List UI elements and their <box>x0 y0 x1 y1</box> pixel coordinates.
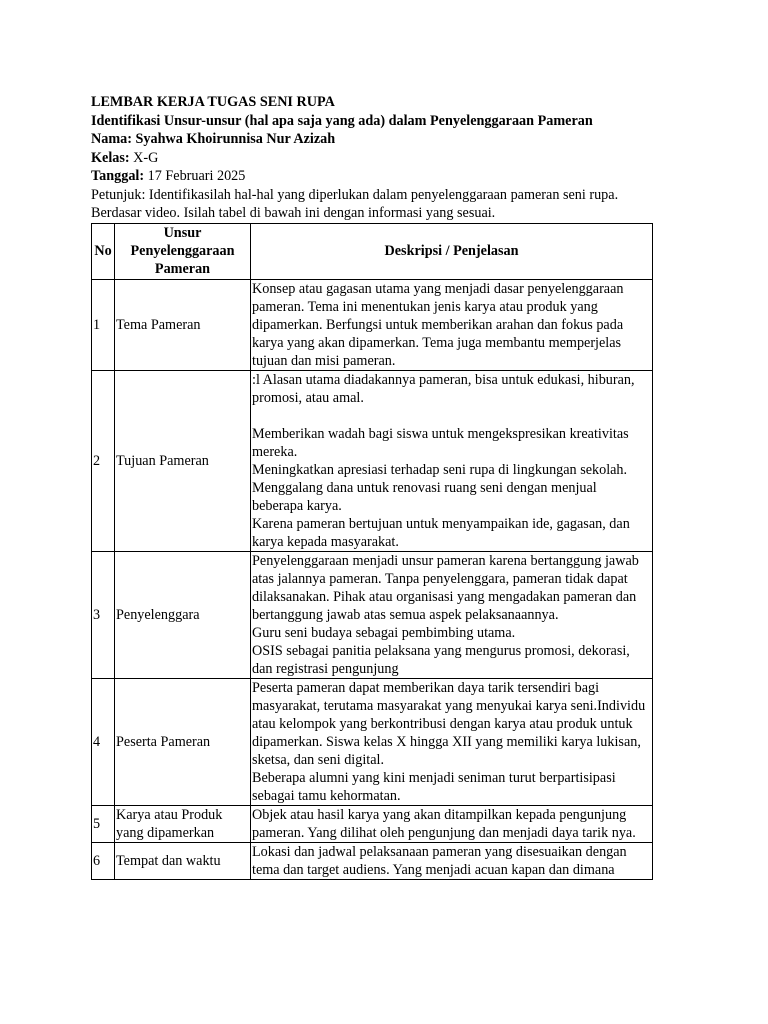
row-description <box>251 678 653 805</box>
nama-value: Syahwa Khoirunnisa Nur Azizah <box>135 131 336 147</box>
row-number: 6 <box>92 842 115 879</box>
instructions: Petunjuk: Identifikasilah hal-hal yang diperlukan dalam penyelenggaraan pameran seni rupa. Berdasar video. Isilah tabel di bawah ini dengan informasi yang sesuai. <box>91 186 619 221</box>
description-paragraph: Lokasi dan jadwal pelaksanaan pameran yang disesuaikan dengan tema dan target audiens. Yang menjadi acuan kapan dan dimana <box>252 843 627 878</box>
worksheet-title: LEMBAR KERJA TUGAS SENI RUPA <box>91 94 335 110</box>
row-unsur: Penyelenggara <box>115 551 251 678</box>
table-row <box>92 279 653 370</box>
row-number: 4 <box>92 678 115 805</box>
kelas-label: Kelas: <box>91 149 130 166</box>
row-number: 3 <box>92 551 115 678</box>
row-number: 5 <box>92 805 115 842</box>
description-paragraph: Karena pameran bertujuan untuk menyampaikan ide, gagasan, dan karya kepada masyarakat. <box>252 515 630 550</box>
table-row <box>92 842 653 879</box>
header-desc: Deskripsi / Penjelasan <box>251 223 653 279</box>
row-unsur: Tujuan Pameran <box>115 370 251 551</box>
unsur-table <box>91 223 653 880</box>
description-paragraph: Peserta pameran dapat memberikan daya tarik tersendiri bagi masyarakat, terutama masyarakat yang menyukai karya seni.Individu atau kelompok yang berkontribusi dengan karya atau produk untuk dipamerkan. Siswa kelas X hingga XII yang memiliki karya lukisan, sketsa, dan seni digital. <box>252 679 646 768</box>
description-spacer <box>252 407 651 425</box>
description-paragraph: :l Alasan utama diadakannya pameran, bisa untuk edukasi, hiburan, promosi, atau amal. <box>252 371 635 406</box>
description-paragraph: OSIS sebagai panitia pelaksana yang mengurus promosi, dekorasi, dan registrasi pengunjung <box>252 642 630 677</box>
date-line <box>91 167 651 186</box>
tanggal-value: 17 Februari 2025 <box>147 168 246 184</box>
row-description <box>251 551 653 678</box>
row-unsur: Karya atau Produk yang dipamerkan <box>115 805 251 842</box>
row-description <box>251 805 653 842</box>
description-paragraph: Penyelenggaraan menjadi unsur pameran karena bertanggung jawab atas jalannya pameran. Tanpa penyelenggara, pameran tidak dapat dilaksanakan. Pihak atau organisasi yang mengadakan pameran dan bertanggung jawab atas semua aspek pelaksanaannya. <box>252 552 639 623</box>
table-row <box>92 805 653 842</box>
description-paragraph: Menggalang dana untuk renovasi ruang seni dengan menjual beberapa karya. <box>252 479 597 514</box>
kelas-value: X-G <box>133 149 159 166</box>
row-description <box>251 842 653 879</box>
description-paragraph: Meningkatkan apresiasi terhadap seni rupa di lingkungan sekolah. <box>252 461 628 478</box>
header-unsur: Unsur Penyelenggaraan Pameran <box>115 223 251 279</box>
description-paragraph: Memberikan wadah bagi siswa untuk mengekspresikan kreativitas mereka. <box>252 425 629 460</box>
student-name-line <box>91 130 651 149</box>
table-row <box>92 370 653 551</box>
row-description <box>251 279 653 370</box>
tanggal-label: Tanggal: <box>91 168 145 184</box>
row-unsur: Peserta Pameran <box>115 678 251 805</box>
nama-label: Nama: <box>91 131 132 147</box>
header-no: No <box>92 223 115 279</box>
row-unsur: Tempat dan waktu <box>115 842 251 879</box>
table-row <box>92 678 653 805</box>
table-header-row <box>92 223 653 279</box>
description-paragraph: Objek atau hasil karya yang akan ditampilkan kepada pengunjung pameran. Yang dilihat oleh pengunjung dan menjadi daya tarik nya. <box>252 806 636 841</box>
row-number: 2 <box>92 370 115 551</box>
class-line <box>91 149 651 168</box>
worksheet-page <box>91 93 651 880</box>
row-description <box>251 370 653 551</box>
worksheet-subtitle: Identifikasi Unsur-unsur (hal apa saja yang ada) dalam Penyelenggaraan Pameran <box>91 112 593 129</box>
row-number: 1 <box>92 279 115 370</box>
table-row <box>92 551 653 678</box>
row-unsur: Tema Pameran <box>115 279 251 370</box>
description-paragraph: Guru seni budaya sebagai pembimbing utama. <box>252 624 516 641</box>
description-paragraph: Konsep atau gagasan utama yang menjadi dasar penyelenggaraan pameran. Tema ini menentukan jenis karya atau produk yang dipamerkan. Berfungsi untuk memberikan arahan dan fokus pada karya yang akan dipamerkan. Tema juga membantu memperjelas tujuan dan misi pameran. <box>252 280 624 369</box>
description-paragraph: Beberapa alumni yang kini menjadi seniman turut berpartisipasi sebagai tamu kehormatan. <box>252 769 616 804</box>
